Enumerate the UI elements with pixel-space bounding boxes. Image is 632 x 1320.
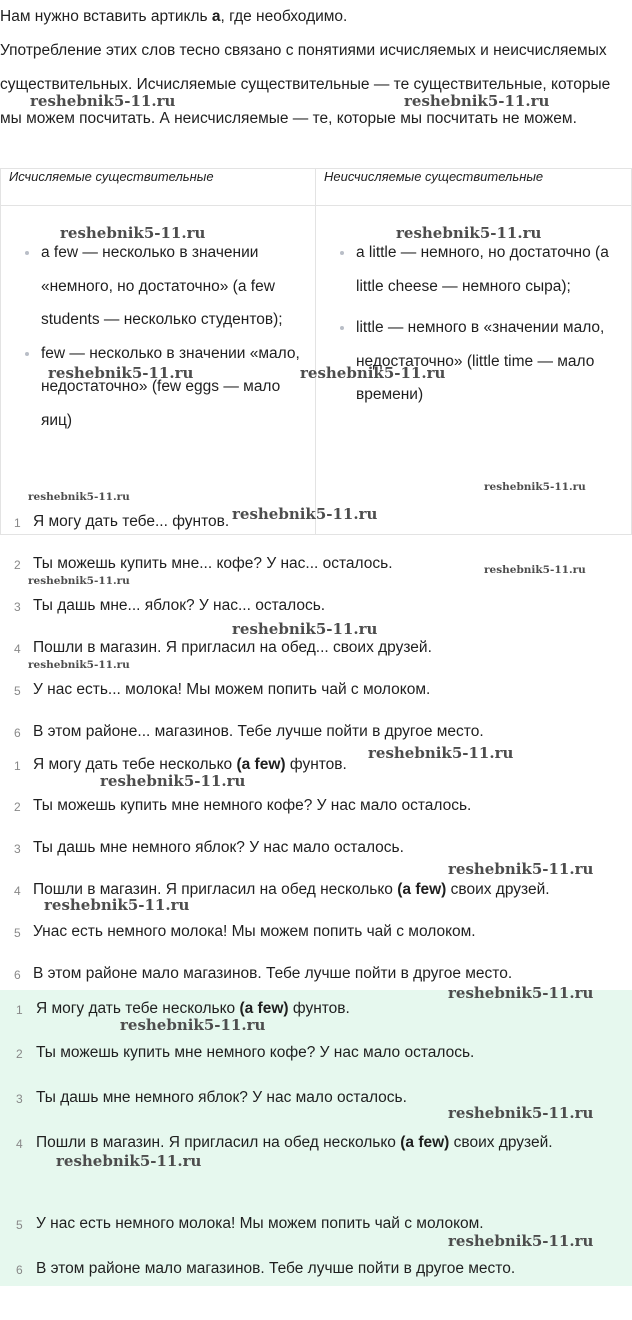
watermark: reshebnik5-11.ru [28, 659, 130, 671]
uncountable-item: little — немного в «значении мало, недостаточно» (little time — мало времени) [338, 311, 621, 412]
watermark: reshebnik5-11.ru [120, 1016, 266, 1034]
countable-header: Исчисляемые существительные [1, 169, 316, 206]
watermark: reshebnik5-11.ru [300, 364, 446, 382]
watermark: reshebnik5-11.ru [396, 224, 542, 242]
intro-bold: a [211, 8, 221, 25]
answer-block: 1 Я могу дать тебе несколько (a few) фунтов. 2 Ты можешь купить мне немного кофе? У нас мало осталось. 3 Ты дашь мне немного яблок? У нас мало осталось. 4 Пошли в магазин. Я пригласил на обед несколько (a few) своих друзей. 5 У нас есть немного молока! Мы можем попить чай с молоком. 6 В этом районе мало магазинов. Тебе лучше пойти в другое место. [0, 990, 632, 1286]
watermark: reshebnik5-11.ru [232, 505, 378, 523]
intro-text: Нам нужно вставить артикль [0, 8, 212, 25]
watermark: reshebnik5-11.ru [28, 491, 130, 503]
watermark: reshebnik5-11.ru [100, 772, 246, 790]
watermark: reshebnik5-11.ru [44, 896, 190, 914]
intro-text-end: , где необходимо. [220, 8, 348, 25]
intro-line [0, 0, 630, 34]
watermark: reshebnik5-11.ru [404, 92, 550, 110]
countable-item: few — несколько в значении «мало, недостаточно» (few eggs — мало яиц) [23, 337, 305, 438]
intro-paragraph: Употребление этих слов тесно связано с понятиями исчисляемых и неисчисляемых существительных. Исчисляемые существительные — те существительные, которые мы можем посчитать. А неисчисляемые — те, которые мы посчитать не можем. [0, 42, 611, 127]
watermark: reshebnik5-11.ru [28, 575, 130, 587]
watermark: reshebnik5-11.ru [484, 481, 586, 493]
countable-item: a few — несколько в значении «немного, но достаточно» (a few students — несколько студентов); [23, 236, 305, 337]
watermark: reshebnik5-11.ru [60, 224, 206, 242]
watermark: reshebnik5-11.ru [56, 1152, 202, 1170]
watermark: reshebnik5-11.ru [448, 984, 594, 1002]
watermark: reshebnik5-11.ru [448, 1104, 594, 1122]
watermark: reshebnik5-11.ru [484, 564, 586, 576]
watermark: reshebnik5-11.ru [48, 364, 194, 382]
watermark: reshebnik5-11.ru [232, 620, 378, 638]
watermark: reshebnik5-11.ru [448, 860, 594, 878]
uncountable-item: a little — немного, но достаточно (a little cheese — немного сыра); [338, 236, 621, 303]
uncountable-header: Неисчисляемые существительные [316, 169, 632, 206]
watermark: reshebnik5-11.ru [30, 92, 176, 110]
watermark: reshebnik5-11.ru [448, 1232, 594, 1250]
watermark: reshebnik5-11.ru [368, 744, 514, 762]
